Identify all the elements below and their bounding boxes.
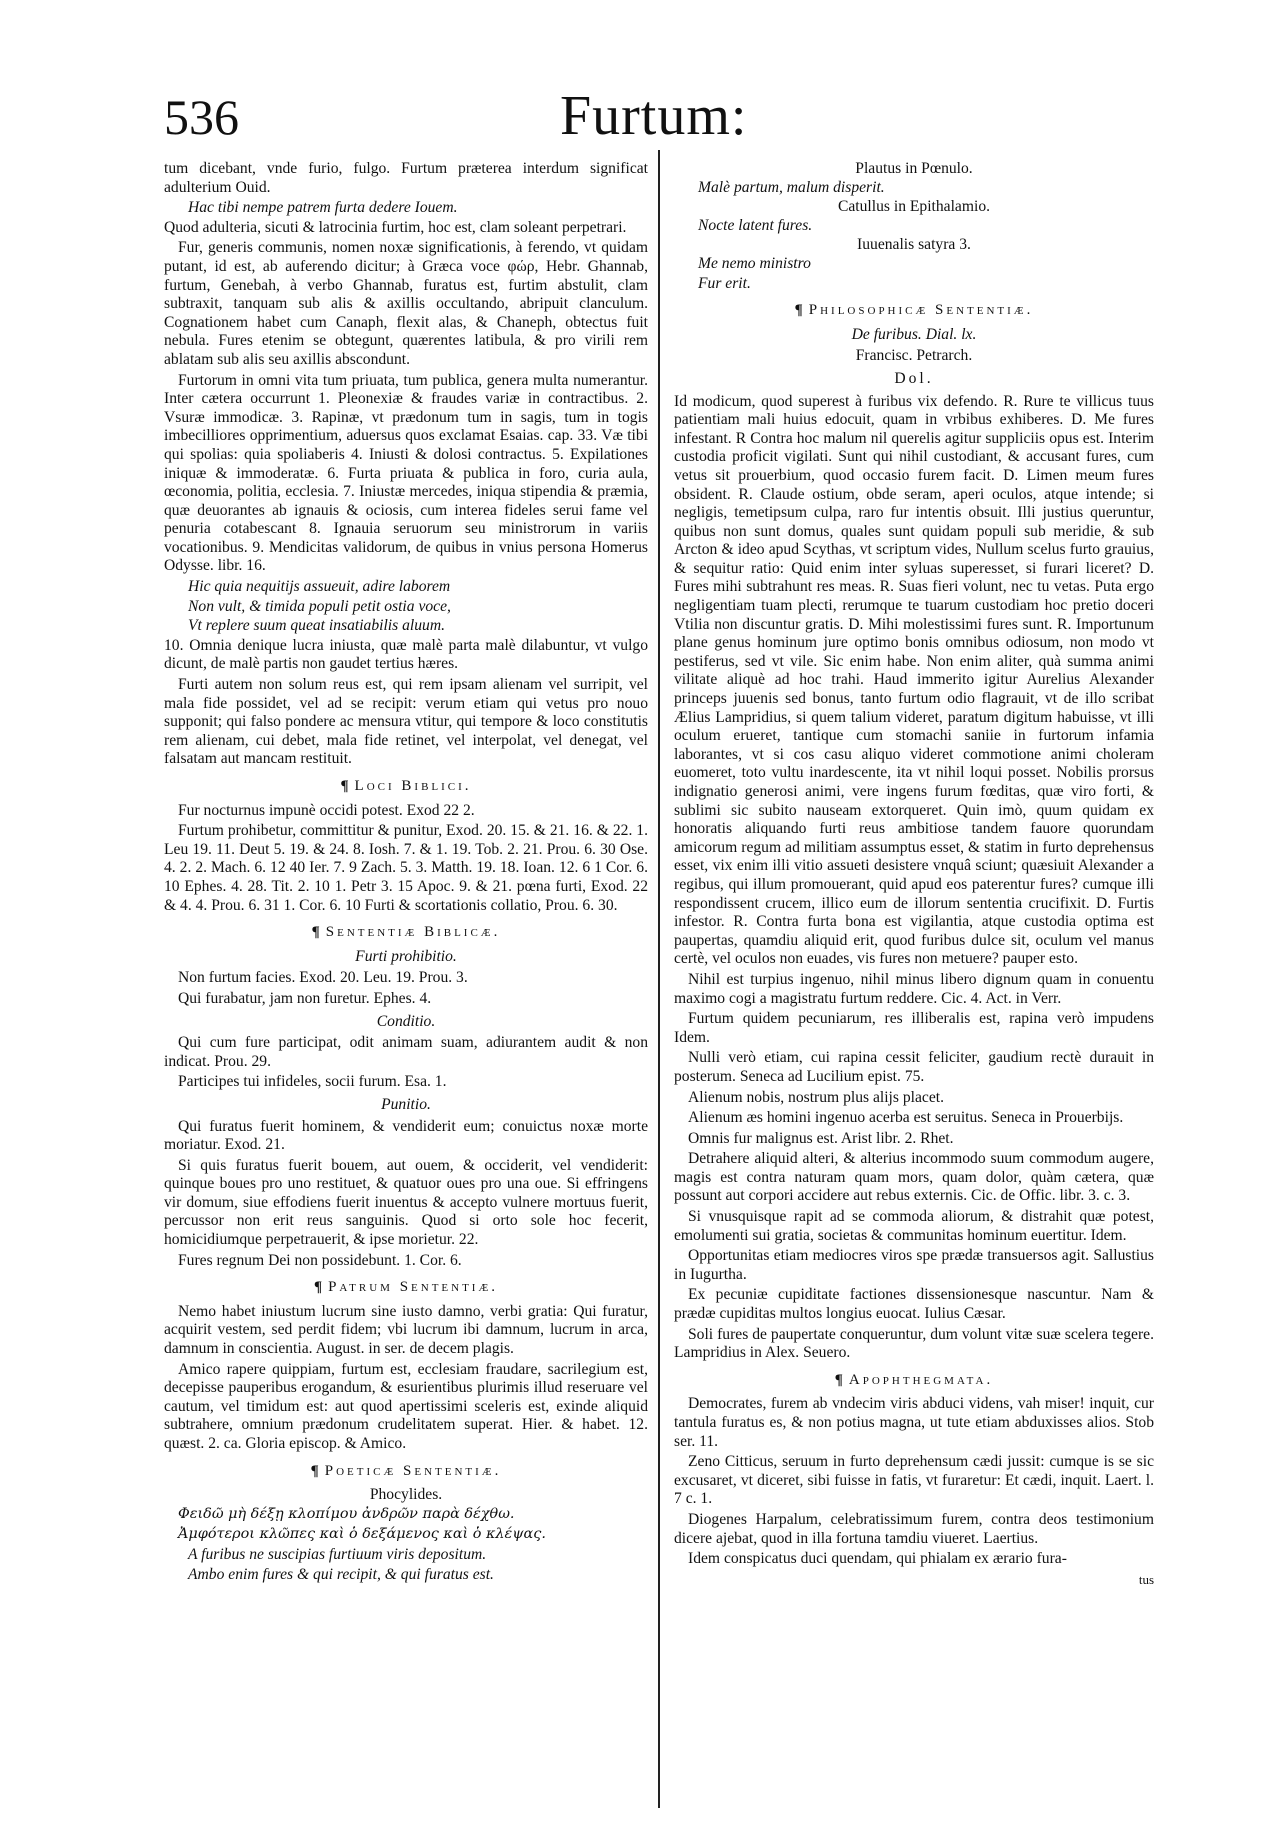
left-column (164, 160, 648, 1810)
verse: Me nemo ministro (698, 254, 811, 272)
verse: Fur erit. (698, 274, 751, 292)
verse: A furibus ne suscipias furtiuum viris depositum. (188, 1545, 487, 1563)
paragraph-mark: ¶ (834, 1371, 843, 1388)
verse: Nocte latent fures. (698, 216, 813, 234)
paragraph-mark: ¶ (340, 778, 349, 794)
paragraph: Fures regnum Dei non possidebunt. 1. Cor. 6. (178, 1251, 462, 1269)
paragraph: Nemo habet iniustum lucrum sine iusto damno, verbi gratia: Qui furatur, acquirit vestem, sed perdit fidem; vbi lucrum ibi damnum, lucrum in arca, damnum in conscientia. August. in ser. de decem plagis. (164, 1302, 648, 1358)
paragraph: Qui furatus fuerit hominem, & vendiderit eum; conuictus noxæ morte moriatur. Exod. 21. (164, 1117, 648, 1154)
paragraph: 10. Omnia denique lucra iniusta, quæ malè parta malè dilabuntur, vt vulgo dicunt, de malè partis non gaudet tertius hæres. (164, 636, 648, 673)
greek-verse: Φειδῶ μὴ δέξῃ κλοπίμου ἀνδρῶν παρὰ δέχθω. (178, 1505, 515, 1522)
verse: Malè partum, malum disperit. (698, 178, 885, 196)
column-divider (658, 150, 660, 1808)
verse: Ambo enim fures & qui recipit, & qui furatus est. (188, 1565, 494, 1583)
paragraph: Non furtum facies. Exod. 20. Leu. 19. Prou. 3. (178, 969, 468, 987)
paragraph: Amico rapere quippiam, furtum est, ecclesiam fraudare, sacrilegium est, decepisse pauperibus erogandum, & esurientibus plurimis illud reseruare vel cautum, vel timidum est: aut quod apertissimi sceleris est, exinde aliquid subtrahere, omnium prædonum crudelitatem superat. Hier. & habet. 12. quæst. 2. ca. Gloria episcop. & Amico. (164, 1360, 648, 1452)
paragraph: Idem conspicatus duci quendam, qui phialam ex ærario fura- (688, 1550, 1067, 1568)
paragraph: Furtorum in omni vita tum priuata, tum publica, genera multa numerantur. Inter cætera occurrunt 1. Pleonexiæ & fraudes variæ in contractibus. 2. Vsuræ immodicæ. 3. Rapinæ, vt prædonum tum in sagis, tum in togis imbecilliores opprimentium, aduersus quos exclamat Esaias. cap. 33. Væ tibi qui spolias: quia spoliaberis 4. Iniusti & dolosi contractus. 5. Expilationes iniquæ & immoderatæ. 6. Furta priuata & publica in foro, curia aula, œconomia, politia, ecclesia. 7. Iniustæ mercedes, iniqua stipendia & præmia, quæ deuorantes ab ignauis & ociosis, cum interea fideles serui fame vel penuria cotabescant 8. Ignauia seruorum seu ministrorum in variis vocationibus. 9. Mendicitas validorum, de quibus in vnius persona Homerus Odysse. libr. 16. (164, 371, 648, 575)
right-column (674, 160, 1154, 1810)
verse: Hic quia nequitijs assueuit, adire laborem (188, 578, 451, 596)
greek-verse: Ἀμφότεροι κλῶπες καὶ ὁ δεξάμενος καὶ ὁ κλέψας. (178, 1526, 546, 1543)
section-heading: ¶ Patrum Sententiæ. (313, 1279, 498, 1296)
paragraph-mark: ¶ (311, 924, 320, 941)
paragraph: Si quis furatus fuerit bouem, aut ouem, & occiderit, vel vendiderit: quinque boues pro uno restituet, & quatuor oues pro una oue. Si effringens vir domum, siue effodiens fuerit inuentus & accepto vulnere mortuus fuerit, percussor non erit reus sanguinis. Quod si orto sole hoc fecerit, homicidiumque perpetrauerit, & ipse morietur. 22. (164, 1156, 648, 1249)
paragraph-mark: ¶ (313, 1279, 323, 1296)
paragraph: Nihil est turpius ingenuo, nihil minus libero dignum quam in conuentu maximo cogi a magistratu furtum reddere. Cic. 4. Act. in Verr. (674, 970, 1154, 1007)
section-heading: ¶ Apophthegmata. (834, 1371, 994, 1388)
author-name: Plautus in Pœnulo. (855, 160, 973, 177)
paragraph: Omnis fur malignus est. Arist libr. 2. Rhet. (688, 1129, 954, 1147)
paragraph: Democrates, furem ab vndecim viris abduci videns, vah miser! inquit, cur tantula furatus es, & non potius magna, ut tute etiam abduxisses alios. Stob ser. 11. (674, 1395, 1154, 1450)
author-name: Iuuenalis satyra 3. (857, 236, 971, 254)
paragraph: Detrahere aliquid alteri, & alterius incommodo suum commodum augere, magis est contra naturam quam mors, quam dolor, quàm cætera, quæ possunt aut corpori accidere aut rebus externis. Cic. de Offic. libr. 3. c. 3. (674, 1150, 1154, 1205)
paragraph: Id modicum, quod superest à furibus vix defendo. R. Rure te villicus tuus patientiam mali huius edocuit, quam in vrbibus exhiberes. D. Me fures infestant. R Contra hoc malum nil querelis agitur suppliciis opus est. Interim custodia proficit vigilati. Sunt qui nihil custodiant, & accusant fures, cum vetus sit prouerbium, quod occasio furem facit. D. Limen meum fures obsident. R. Claude ostium, obde seram, aperi oculos, atque intende; si negligis, temetipsum culpa, raro fur intentis obsuit. Illi justius queruntur, quibus non sunt domus, quales sunt quidam populi sub meridie, & sub Arcton & ideo apud Scythas, vt scriptum vides, Nullum scelus furto grauius, & sequitur ratio: Quid enim inter syluas superesset, si furari liceret? D. Fures mihi subtrahunt res meas. R. Suas fieri volunt, nec tu vetas. Puta ergo negligentiam tuam plecti, rerumque te tuarum custodiam hoc pretio doceri Vtilia non discuntur gratis. D. Mihi molestissimi fures sunt. R. Importunum plane genus hominum jure optimo bonis omnibus odiosum, non modo vt pestiferus, sed vt vile. Sic enim habe. Non enim aliter, quà summa animi vilitate aliquè ad hoc trahi. Haud immerito igitur Aurelius Alexander princeps juuenis sed bonus, tanto furtum odio flagrauit, vt de illo scribat Ælius Lampridius, si quem talium videret, paratum digitum habuisse, vt illi oculum erueret, tantique cum stomachi saniie in furtorum infamia laborantes, vt si cos casu aliquo videret commotione animi choleram euomeret, toto vultu inardescente, ita vt nihil loqui posset. Nobilis prorsus indignatio generosi animi, vere ingens furum fœditas, quæ viro forti, & sublimi sic subito nauseam extorqueret. Quin imò, quum quidam ex honoratis aliquando furti reus ambitiose tandem fauore quorundam amicorum regum ad militiam assumptus esset, & statim in furto deprehensus esset, vix enim illi vitio assueti desistere vnquâ sciunt; quæsiuit Alexander a regibus, qui illum promouerant, quid apud eos paterentur fures? cumque illi respondissent crucem, illico eum de illorum sententia crucifixit. D. Furtis infestor. R. Contra furta bona est vigilantia, atque custodia optima est paupertas, quamdiu aliquid erit, quod furibus dulce sit, oculum vel manus certè, vel oculos non euades, vis fures non metuere? pauper esto. (674, 392, 1154, 968)
subheading: De furibus. Dial. lx. (851, 325, 977, 343)
paragraph: Furti autem non solum reus est, qui rem ipsam alienam vel surripit, vel mala fide possidet, vel ad se recipit: verum etiam qui vetus pro nouo supponit; qui falso pondere ac mensura vtitur, qui tempore & loco constitutis rem alienam, cui debet, mala fide retinet, vel interpolat, vel denegat, vel falsatam aut mancam restituit. (164, 676, 648, 768)
section-heading: ¶ Loci Biblici. (340, 778, 472, 794)
paragraph: Alienum æs homini ingenuo acerba est seruitus. Seneca in Prouerbijs. (688, 1109, 1124, 1127)
author-name: Catullus in Epithalamio. (837, 198, 991, 216)
paragraph: Qui furabatur, jam non furetur. Ephes. 4. (178, 989, 432, 1007)
paragraph-mark: ¶ (794, 302, 803, 319)
speaker-label: Dol. (894, 369, 934, 387)
running-head: Furtum: (560, 85, 748, 147)
paragraph: Quod adulteria, sicuti & latrocinia furtim, hoc est, clam soleant perpetrari. (164, 218, 627, 236)
paragraph: tum dicebant, vnde furio, fulgo. Furtum præterea interdum significat adulterium Ouid. (164, 160, 648, 196)
paragraph: Diogenes Harpalum, celebratissimum furem, contra deos testimonium dicere ajebat, quod in illa fortuna tamdiu viueret. Laertius. (674, 1510, 1154, 1547)
author-name: Phocylides. (369, 1486, 443, 1504)
verse: Vt replere suum queat insatiabilis aluum. (188, 617, 445, 635)
author-name: Francisc. Petrarch. (855, 347, 973, 365)
section-heading: ¶ Philosophicæ Sententiæ. (794, 302, 1034, 319)
paragraph: Alienum nobis, nostrum plus alijs placet. (688, 1088, 944, 1106)
paragraph: Soli fures de paupertate conqueruntur, dum volunt vitæ suæ scelera tegere. Lampridius in Alex. Seuero. (674, 1325, 1154, 1362)
paragraph: Zeno Citticus, seruum in furto deprehensum cædi jussit: cumque is se sic excusaret, vt diceret, sibi fuisse in fatis, vt furaretur: Et cædi, inquit. Laert. l. 7 c. 1. (674, 1453, 1154, 1508)
paragraph-mark: ¶ (310, 1462, 319, 1479)
paragraph: Furtum prohibetur, committitur & punitur, Exod. 20. 15. & 21. 16. & 22. 1. Leu 19. 11. Deut 5. 19. & 24. 8. Iosh. 7. & 1. 19. Tob. 2. 21. Prou. 6. 30 Ose. 4. 2. 2. Mach. 6. 12 40 Ier. 7. 9 Zach. 5. 3. Matth. 19. 18. Ioan. 12. 6 1 Cor. 6. 10 Ephes. 4. 28. Tit. 2. 10 1. Petr 3. 15 Apoc. 9. & 21. pœna furti, Exod. 22 & 4. 4. Prou. 6. 31 1. Cor. 6. 10 Furti & scortationis collatio, Prou. 6. 30. (164, 822, 648, 914)
paragraph: Qui cum fure participat, odit animam suam, adiurantem audit & non indicat. Prou. 29. (164, 1034, 648, 1070)
paragraph: Fur, generis communis, nomen noxæ significationis, à ferendo, vt quidam putant, id est, ab auferendo dicitur; à Græca voce φώρ, Hebr. Ghannab, furtum, Genebah, à verbo Ghannab, furatus est, furtim abstulit, clam subtraxit, tanquam sub alis & axillis occultando, abripuit clanculum. Cognationem habet cum Canaph, flexit alas, & Chaneph, obtectus fuit nebula. Fures etenim se obtegunt, quærentes latibula, & pro virili rem ablatam sub alis seu axillis abscondunt. (164, 239, 648, 368)
subheading: Conditio. (376, 1012, 436, 1030)
paragraph: Participes tui infideles, socii furum. Esa. 1. (178, 1073, 447, 1091)
verse: Non vult, & timida populi petit ostia voce, (188, 597, 451, 615)
subheading: Furti prohibitio. (355, 947, 457, 965)
section-heading: ¶ Sententiæ Biblicæ. (311, 924, 501, 941)
section-heading: ¶ Poeticæ Sententiæ. (310, 1462, 502, 1479)
subheading: Punitio. (381, 1095, 431, 1113)
paragraph: Ex pecuniæ cupiditate factiones dissensionesque nascuntur. Nam & prædæ cupiditas multos longius euocat. Iulius Cæsar. (674, 1286, 1154, 1323)
paragraph: Fur nocturnus impunè occidi potest. Exod 22 2. (178, 801, 475, 819)
paragraph: Nulli verò etiam, cui rapina cessit feliciter, gaudium rectè durauit in posterum. Seneca ad Lucilium epist. 75. (674, 1049, 1154, 1085)
page-number: 536 (164, 89, 239, 145)
paragraph: Opportunitas etiam mediocres viros spe prædæ transuersos agit. Sallustius in Iugurtha. (674, 1247, 1154, 1283)
paragraph: Si vnusquisque rapit ad se commoda aliorum, & distrahit quæ potest, emolumenti sui gratia, societas & communitas hominum euertitur. Idem. (674, 1208, 1154, 1244)
paragraph: Furtum quidem pecuniarum, res illiberalis est, rapina verò impudens Idem. (674, 1010, 1154, 1046)
catchword: tus (1138, 1571, 1154, 1587)
verse: Hac tibi nempe patrem furta dedere Iouem. (188, 199, 458, 217)
